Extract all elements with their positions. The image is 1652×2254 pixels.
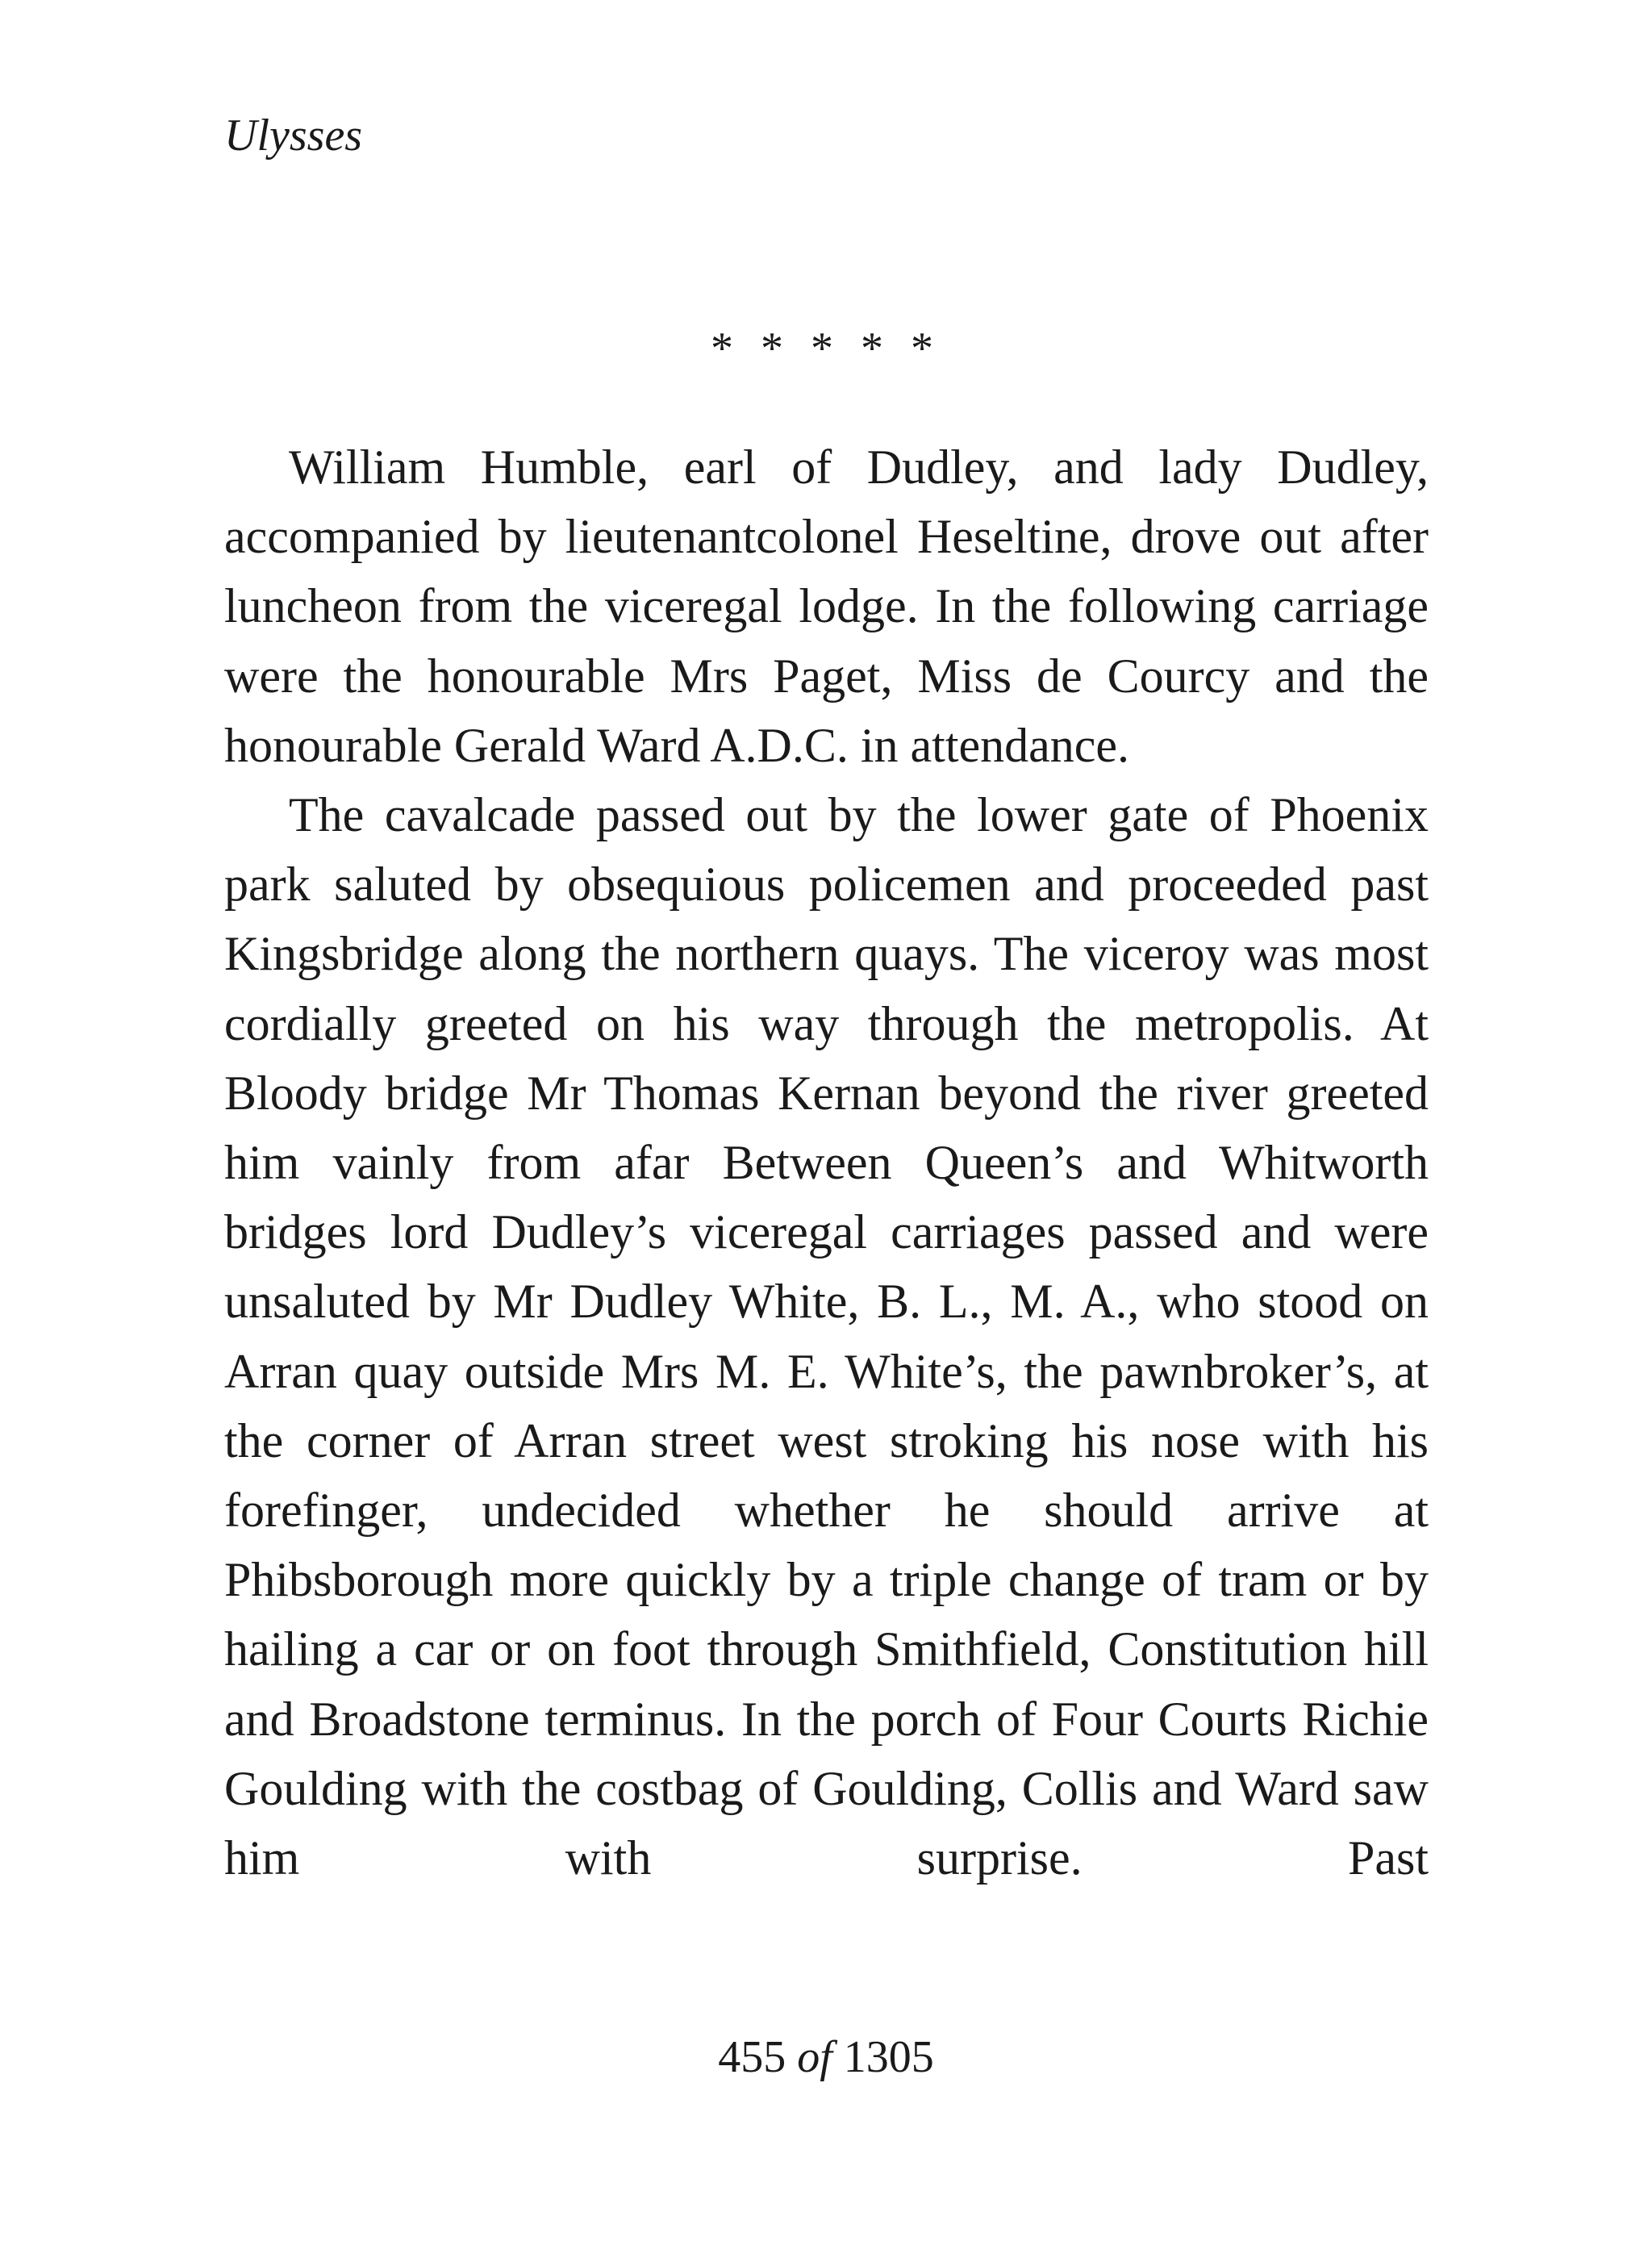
page-of-label: of: [797, 2032, 832, 2082]
paragraph-2: The cavalcade passed out by the lower gate of Phoenix park saluted by obsequious policemen and proceeded past Kingsbridge along the northern quays. The viceroy was most cordially greeted on his way through the metropolis. At Bloody bridge Mr Thomas Kernan beyond the river greeted him vainly from afar Between Queen’s and Whitworth bridges lord Dudley’s viceregal carriages passed and were unsaluted by Mr Dudley White, B. L., M. A., who stood on Arran quay outside Mrs M. E. White’s, the pawnbroker’s, at the corner of Arran street west stroking his nose with his forefinger, undecided whether he should arrive at Phibsborough more quickly by a triple change of tram or by hailing a car or on foot through Smithfield, Constitution hill and Broadstone terminus. In the porch of Four Courts Richie Goulding with the costbag of Goulding, Collis and Ward saw him with surprise. Past: [224, 788, 1429, 1885]
total-page-count: 1305: [843, 2032, 934, 2082]
body-text: [224, 432, 1429, 1893]
current-page-number: 455: [718, 2032, 786, 2082]
running-head-book-title: Ulysses: [224, 111, 363, 161]
paragraph-1: William Humble, earl of Dudley, and lady Dudley, accompanied by lieutenantcolonel Heseltine, drove out after luncheon from the viceregal lodge. In the following carriage were the honourable Mrs Paget, Miss de Courcy and the honourable Gerald Ward A.D.C. in attendance.: [224, 440, 1429, 772]
section-break-asterisks: * * * * *: [711, 323, 941, 374]
page-number: [0, 2025, 1652, 2089]
